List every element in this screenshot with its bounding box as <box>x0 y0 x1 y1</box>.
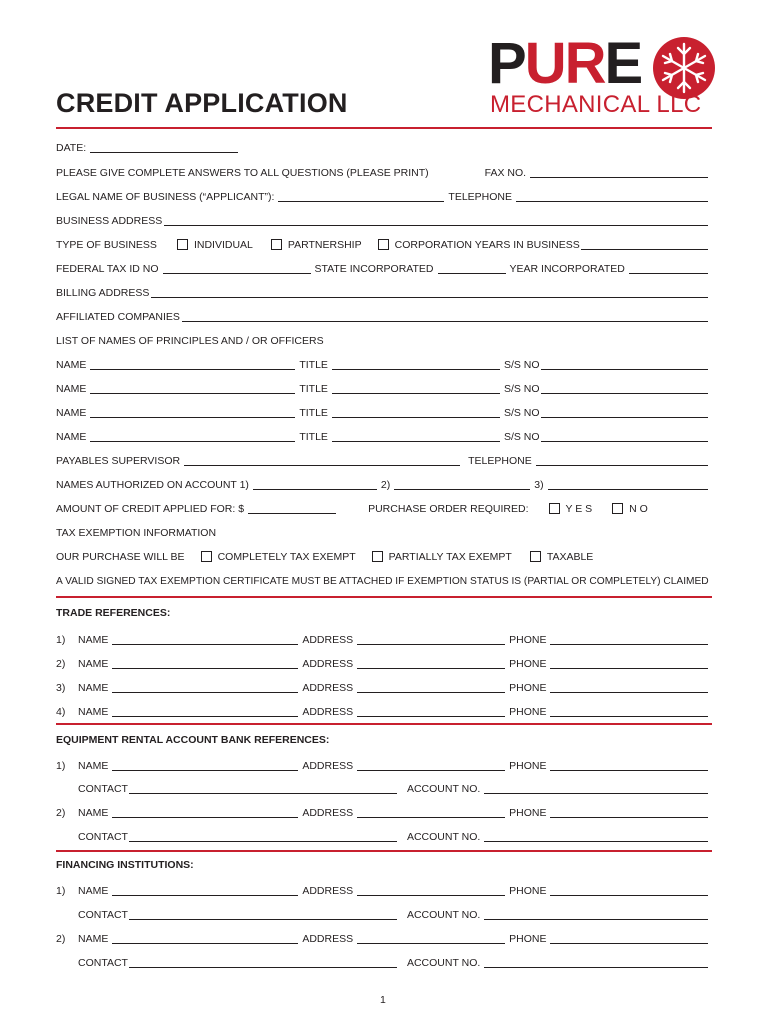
financing-account-field[interactable] <box>484 908 708 920</box>
financing-name-field[interactable] <box>112 884 298 896</box>
officer-row: NAME TITLE S/S NO <box>56 381 712 395</box>
years-in-business-field[interactable] <box>581 238 708 250</box>
officer-title-field[interactable] <box>332 430 500 442</box>
section-divider <box>56 723 712 725</box>
financing-account-field[interactable] <box>484 956 708 968</box>
bank-reference-row: 2) NAME ADDRESS PHONE <box>56 805 712 819</box>
officer-ss-field[interactable] <box>541 430 708 442</box>
trade-address-field[interactable] <box>357 705 505 717</box>
officer-ss-field[interactable] <box>541 382 708 394</box>
trade-address-field[interactable] <box>357 657 505 669</box>
financing-phone-field[interactable] <box>550 932 708 944</box>
payables-row: PAYABLES SUPERVISOR TELEPHONE <box>56 453 712 467</box>
trade-phone-field[interactable] <box>550 657 708 669</box>
principles-heading: LIST OF NAMES OF PRINCIPLES AND / OR OFFICERS <box>56 335 324 347</box>
bank-reference-row: 1) NAME ADDRESS PHONE <box>56 758 712 772</box>
tax-exemption-heading: TAX EXEMPTION INFORMATION <box>56 527 217 539</box>
trade-address-field[interactable] <box>357 681 505 693</box>
section-divider <box>56 850 712 852</box>
trade-phone-field[interactable] <box>550 705 708 717</box>
trade-name-field[interactable] <box>112 705 298 717</box>
bank-contact-field[interactable] <box>129 782 397 794</box>
brand-logo-text: PURE <box>488 31 642 96</box>
financing-phone-field[interactable] <box>550 884 708 896</box>
financing-address-field[interactable] <box>357 932 505 944</box>
financing-contact-row: CONTACT ACCOUNT NO. <box>56 907 712 921</box>
trade-address-field[interactable] <box>357 633 505 645</box>
billing-address-field[interactable] <box>151 286 708 298</box>
section-divider <box>56 596 712 598</box>
taxable-checkbox[interactable] <box>530 551 541 562</box>
trade-reference-row: 4) NAME ADDRESS PHONE <box>56 704 712 718</box>
state-incorporated-field[interactable] <box>438 262 506 274</box>
officer-name-field[interactable] <box>90 406 295 418</box>
trade-name-field[interactable] <box>112 681 298 693</box>
trade-phone-field[interactable] <box>550 681 708 693</box>
instructions-fax-row: PLEASE GIVE COMPLETE ANSWERS TO ALL QUESTIONS (PLEASE PRINT) FAX NO. <box>56 165 712 179</box>
payables-telephone-field[interactable] <box>536 454 708 466</box>
trade-phone-field[interactable] <box>550 633 708 645</box>
officer-title-field[interactable] <box>332 382 500 394</box>
bank-address-field[interactable] <box>357 759 505 771</box>
date-field[interactable] <box>90 141 238 153</box>
financing-row: 2) NAME ADDRESS PHONE <box>56 931 712 945</box>
officer-name-field[interactable] <box>90 382 295 394</box>
credit-amount-row: AMOUNT OF CREDIT APPLIED FOR: $ PURCHASE ORDER REQUIRED: Y E S N O <box>56 503 648 515</box>
telephone-field[interactable] <box>516 190 708 202</box>
authorized-name-1-field[interactable] <box>253 478 377 490</box>
financing-row: 1) NAME ADDRESS PHONE <box>56 883 712 897</box>
trade-reference-row: 2) NAME ADDRESS PHONE <box>56 656 712 670</box>
partially-exempt-checkbox[interactable] <box>372 551 383 562</box>
page-number: 1 <box>380 994 386 1006</box>
year-incorporated-field[interactable] <box>629 262 708 274</box>
bank-name-field[interactable] <box>112 806 298 818</box>
credit-amount-field[interactable] <box>248 502 336 514</box>
authorized-name-3-field[interactable] <box>548 478 708 490</box>
bank-account-field[interactable] <box>484 830 708 842</box>
bank-phone-field[interactable] <box>550 759 708 771</box>
financing-contact-field[interactable] <box>129 956 397 968</box>
authorized-names-row: NAMES AUTHORIZED ON ACCOUNT 1) 2) 3) <box>56 477 712 491</box>
financing-heading: FINANCING INSTITUTIONS: <box>56 859 194 871</box>
individual-checkbox[interactable] <box>177 239 188 250</box>
fax-field[interactable] <box>530 166 708 178</box>
officer-title-field[interactable] <box>332 358 500 370</box>
bank-name-field[interactable] <box>112 759 298 771</box>
bank-contact-field[interactable] <box>129 830 397 842</box>
payables-supervisor-field[interactable] <box>184 454 460 466</box>
bank-contact-row: CONTACT ACCOUNT NO. <box>56 829 712 843</box>
federal-tax-id-field[interactable] <box>163 262 311 274</box>
brand-subtitle: MECHANICAL LLC <box>490 91 702 118</box>
trade-references-heading: TRADE REFERENCES: <box>56 607 171 619</box>
billing-address-row: BILLING ADDRESS <box>56 285 712 299</box>
officer-row: NAME TITLE S/S NO <box>56 429 712 443</box>
officer-title-field[interactable] <box>332 406 500 418</box>
affiliated-companies-row: AFFILIATED COMPANIES <box>56 309 712 323</box>
tax-id-row: FEDERAL TAX ID NO STATE INCORPORATED YEAR INCORPORATED <box>56 261 712 275</box>
partnership-checkbox[interactable] <box>271 239 282 250</box>
business-address-field[interactable] <box>164 214 708 226</box>
trade-reference-row: 3) NAME ADDRESS PHONE <box>56 680 712 694</box>
completely-exempt-checkbox[interactable] <box>201 551 212 562</box>
legal-name-field[interactable] <box>278 190 444 202</box>
bank-phone-field[interactable] <box>550 806 708 818</box>
bank-contact-row: CONTACT ACCOUNT NO. <box>56 781 712 795</box>
trade-name-field[interactable] <box>112 633 298 645</box>
equipment-references-heading: EQUIPMENT RENTAL ACCOUNT BANK REFERENCES: <box>56 734 330 746</box>
financing-name-field[interactable] <box>112 932 298 944</box>
po-yes-checkbox[interactable] <box>549 503 560 514</box>
trade-name-field[interactable] <box>112 657 298 669</box>
authorized-name-2-field[interactable] <box>394 478 530 490</box>
officer-row: NAME TITLE S/S NO <box>56 357 712 371</box>
financing-contact-field[interactable] <box>129 908 397 920</box>
officer-name-field[interactable] <box>90 430 295 442</box>
officer-name-field[interactable] <box>90 358 295 370</box>
officer-row: NAME TITLE S/S NO <box>56 405 712 419</box>
bank-address-field[interactable] <box>357 806 505 818</box>
legal-name-row: LEGAL NAME OF BUSINESS (“APPLICANT”): TELEPHONE <box>56 189 712 203</box>
financing-address-field[interactable] <box>357 884 505 896</box>
exemption-notice: A VALID SIGNED TAX EXEMPTION CERTIFICATE MUST BE ATTACHED IF EXEMPTION STATUS IS (PARTIAL OR COMPLETELY) CLAIMED <box>56 576 709 587</box>
header-divider <box>56 127 712 129</box>
business-address-row: BUSINESS ADDRESS <box>56 213 712 227</box>
corporation-checkbox[interactable] <box>378 239 389 250</box>
affiliated-companies-field[interactable] <box>182 310 708 322</box>
po-no-checkbox[interactable] <box>612 503 623 514</box>
trade-reference-row: 1) NAME ADDRESS PHONE <box>56 632 712 646</box>
officer-ss-field[interactable] <box>541 358 708 370</box>
officer-ss-field[interactable] <box>541 406 708 418</box>
tax-status-row: OUR PURCHASE WILL BE COMPLETELY TAX EXEMPT PARTIALLY TAX EXEMPT TAXABLE <box>56 551 594 563</box>
bank-account-field[interactable] <box>484 782 708 794</box>
page-title: CREDIT APPLICATION <box>56 88 348 118</box>
date-row: DATE: <box>56 140 712 154</box>
financing-contact-row: CONTACT ACCOUNT NO. <box>56 955 712 969</box>
business-type-row: TYPE OF BUSINESS INDIVIDUAL PARTNERSHIP CORPORATION YEARS IN BUSINESS <box>56 237 712 251</box>
